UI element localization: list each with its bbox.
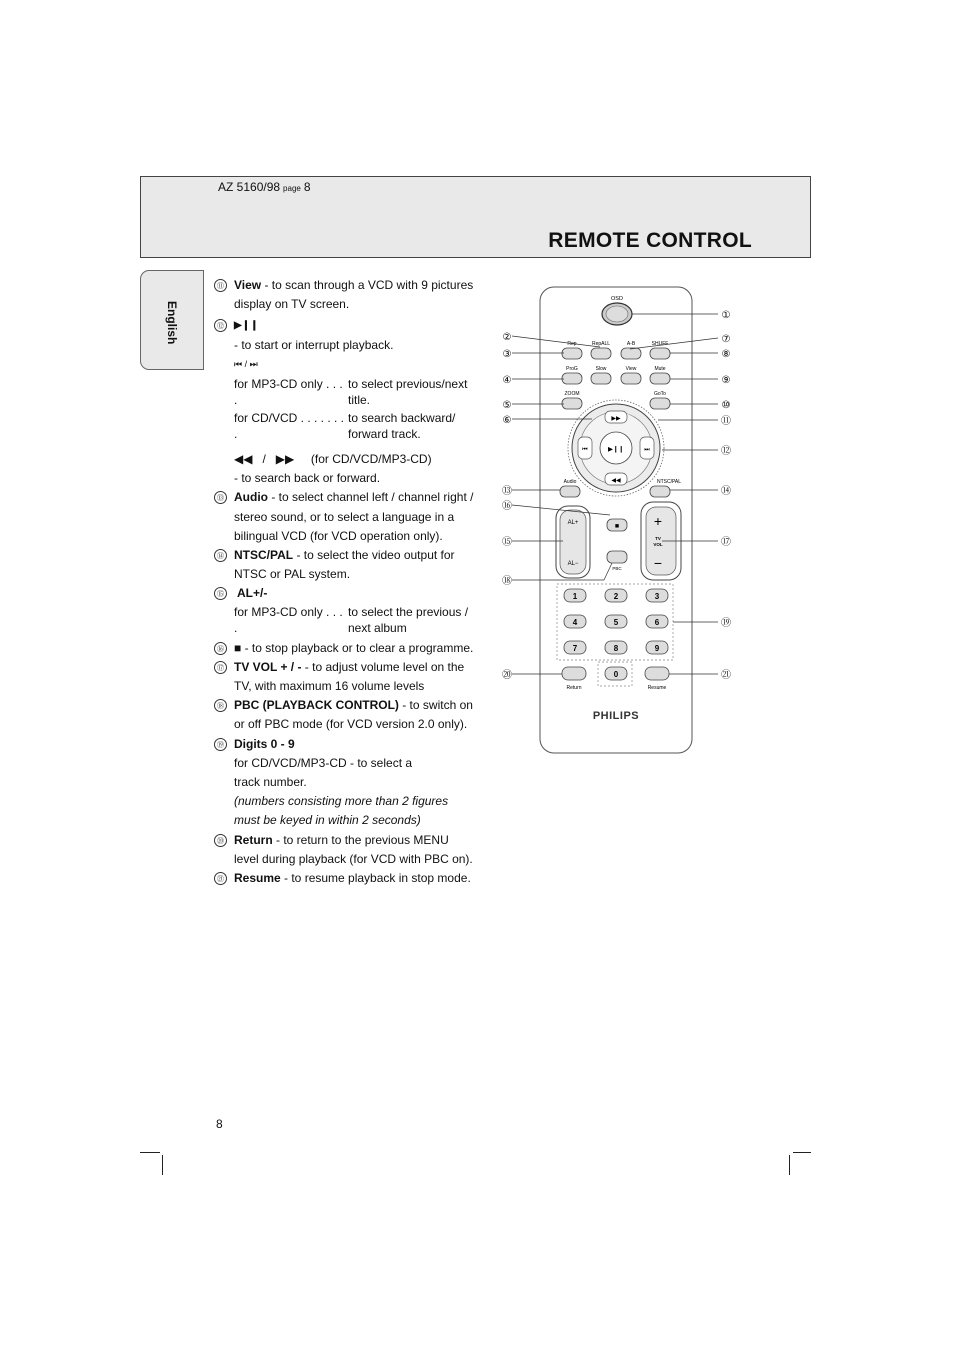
zoom-button [562, 398, 582, 409]
list-item [214, 831, 476, 869]
slow-label: Slow [595, 366, 607, 372]
prog-button [562, 373, 582, 384]
item-text: - to adjust volume level on the TV, with maximum 16 volume levels [234, 659, 465, 694]
audio-button [560, 486, 580, 497]
resume-label: Resume [647, 685, 667, 691]
rep-button [562, 348, 582, 359]
callout-10: ⑩ [721, 400, 731, 411]
item-number: ⑱ [214, 699, 227, 712]
page-number: 8 [216, 1117, 223, 1131]
detail-row [234, 376, 476, 408]
callout-9: ⑨ [721, 375, 731, 386]
item-number: ⑭ [214, 549, 227, 562]
ntscpal-button [650, 486, 670, 497]
list-item [214, 696, 476, 734]
repall-button [591, 348, 611, 359]
osd-label: OSD [611, 296, 623, 302]
tvvol-label-vol: VOL [653, 542, 663, 547]
callout-20: ⑳ [502, 670, 512, 681]
slow-button [591, 373, 611, 384]
item-text: - to select channel left / channel right / stereo sound, or to select a language in a bilingual VCD (for VCD operation only). [234, 490, 474, 543]
vol-minus-label: − [653, 555, 663, 571]
callout-5: ⑤ [502, 400, 512, 411]
callout-15: ⑮ [502, 537, 512, 548]
callout-16: ⑯ [502, 501, 512, 512]
goto-label: GoTo [654, 391, 666, 397]
callout-17: ⑰ [721, 537, 731, 548]
pbc-label: PBC [612, 566, 622, 571]
play-pause-icon: ▶❙❙ [608, 446, 624, 453]
digit-2-label: 2 [613, 592, 619, 601]
callout-21: ㉑ [721, 670, 731, 681]
list-item [214, 658, 476, 696]
list-item [214, 639, 476, 658]
mute-button [650, 373, 670, 384]
callout-19: ⑲ [721, 618, 731, 629]
repall-label: RepALL [591, 341, 611, 347]
al-minus-label: AL− [567, 561, 579, 567]
item-note: (numbers consisting more than 2 figures must be keyed in within 2 seconds) [234, 794, 449, 828]
item-number: ⑪ [214, 279, 227, 292]
view-button [621, 373, 641, 384]
skip-symbol: ⏮ / ⏭ [234, 358, 258, 369]
al-plus-label: AL+ [567, 520, 579, 526]
item-keyword: TV VOL + / - [234, 659, 302, 674]
item-number: ⑮ [214, 587, 227, 600]
stop-icon: ■ [614, 523, 620, 530]
item-keyword: View [234, 278, 262, 292]
callout-14: ⑭ [721, 486, 731, 497]
item-keyword: Return [234, 832, 273, 847]
item-text: track number. [234, 775, 307, 790]
item-number: ⑬ [214, 491, 227, 504]
item-text: - to select the video output for NTSC or PAL system. [234, 548, 455, 582]
item-text: for CD/VCD/MP3-CD - to select a [234, 755, 413, 770]
digit-0-label: 0 [613, 670, 619, 679]
callout-4: ④ [502, 375, 512, 386]
item-number: ⑲ [214, 738, 227, 751]
digit-3-label: 3 [654, 592, 660, 601]
vol-plus-label: + [653, 513, 663, 529]
brand-logo: PHILIPS [592, 710, 640, 722]
digit-5-label: 5 [613, 618, 619, 627]
osd-button-inner [606, 306, 628, 322]
detail-right: to search backward/ forward track. [348, 411, 456, 442]
item-text: - to start or interrupt playback. [234, 337, 394, 352]
list-item [214, 735, 476, 831]
crop-mark [162, 1155, 163, 1175]
item-number: ⑰ [214, 661, 227, 674]
item-keyword: NTSC/PAL [234, 548, 294, 563]
detail-left: for MP3-CD only . . . . [234, 604, 343, 635]
crop-mark [789, 1155, 790, 1175]
callout-8: ⑧ [721, 349, 731, 360]
list-item [214, 488, 476, 546]
digit-7-label: 7 [572, 644, 578, 653]
language-tab [140, 270, 204, 370]
crop-mark [140, 1152, 160, 1153]
model-number: AZ 5160/98 [218, 180, 281, 194]
nav-up-icon: ▶▶ [611, 416, 621, 422]
item-keyword: Digits 0 - 9 [234, 736, 295, 751]
shuff-button [650, 348, 670, 359]
page-word: page [283, 184, 301, 193]
callout-7: ⑦ [721, 334, 731, 345]
detail-left: for CD/VCD . . . . . . . . [234, 411, 345, 442]
list-item [214, 546, 476, 584]
item-keyword: AL+/- [237, 586, 268, 601]
detail-right: to select the previous / next album [348, 604, 469, 635]
callout-13: ⑬ [502, 486, 512, 497]
digit-4-label: 4 [572, 618, 578, 627]
nav-left-icon: ⏮ [582, 447, 588, 453]
item-text: - to resume playback in stop mode. [280, 871, 471, 886]
header-banner [140, 176, 811, 258]
digit-6-label: 6 [654, 618, 660, 627]
goto-button [650, 398, 670, 409]
item-text: - to return to the previous MENU level during playback (for VCD with PBC on). [234, 832, 473, 866]
item-text: - to search back or forward. [234, 471, 381, 486]
prog-label: ProG [566, 366, 578, 372]
detail-right: to select previous/next title. [348, 377, 468, 408]
list-item [214, 584, 476, 635]
return-label: Return [566, 685, 582, 691]
detail-row [234, 604, 476, 636]
nav-down-icon: ◀◀ [611, 478, 621, 484]
item-keyword: PBC (PLAYBACK CONTROL) [234, 698, 399, 713]
callout-18: ⑱ [502, 576, 512, 587]
tvvol-label-tv: TV [655, 536, 661, 541]
rep-label: Rep [567, 341, 577, 347]
audio-label: Audio [563, 479, 577, 485]
callout-11: ⑪ [721, 416, 731, 427]
crop-mark [793, 1152, 811, 1153]
item-list [214, 276, 476, 888]
callout-1: ① [721, 310, 731, 321]
pbc-button [607, 551, 627, 563]
language-label: English [165, 301, 179, 345]
return-button [562, 667, 586, 680]
detail-row [234, 410, 476, 442]
nav-right-icon: ⏭ [644, 447, 650, 453]
callout-12: ⑫ [721, 446, 731, 457]
item-text: - to switch on or off PBC mode (for VCD version 2.0 only). [234, 698, 473, 732]
item-number: ⑫ [214, 319, 227, 332]
list-item [214, 869, 476, 888]
search-symbol: ◀◀ / ▶▶ (for CD/VCD/MP3-CD) [234, 452, 432, 467]
page-title: REMOTE CONTROL [548, 229, 752, 252]
resume-button [645, 667, 669, 680]
item-number: ⑳ [214, 834, 227, 847]
remote-control-diagram [500, 285, 740, 757]
ab-label: A-B [626, 341, 636, 347]
shuff-label: SHUFF [651, 341, 669, 347]
callout-6: ⑥ [502, 415, 512, 426]
ab-button [621, 348, 641, 359]
digit-8-label: 8 [613, 644, 619, 653]
zoom-label: ZOOM [564, 391, 580, 397]
item-number: ⑯ [214, 642, 227, 655]
list-item [214, 316, 476, 488]
item-text: - to scan through a VCD with 9 pictures display on TV screen. [234, 278, 474, 312]
view-label: View [625, 366, 637, 372]
ntscpal-label: NTSC/PAL [656, 479, 682, 485]
header-page-number: 8 [303, 180, 311, 194]
detail-left: for MP3-CD only . . . . [234, 377, 343, 408]
callout-3: ③ [502, 349, 512, 360]
digit-1-label: 1 [572, 592, 578, 601]
item-keyword: Resume [234, 871, 281, 886]
item-number: ㉑ [214, 872, 227, 885]
mute-label: Mute [654, 366, 666, 372]
stop-symbol: ■ [234, 640, 242, 655]
list-item [214, 276, 476, 314]
digit-9-label: 9 [654, 644, 660, 653]
callout-2: ② [502, 332, 512, 343]
item-text: - to stop playback or to clear a programme. [241, 640, 474, 655]
play-pause-symbol: ▶❙❙ [234, 320, 259, 332]
model-label [218, 180, 311, 194]
item-keyword: Audio [234, 490, 268, 505]
